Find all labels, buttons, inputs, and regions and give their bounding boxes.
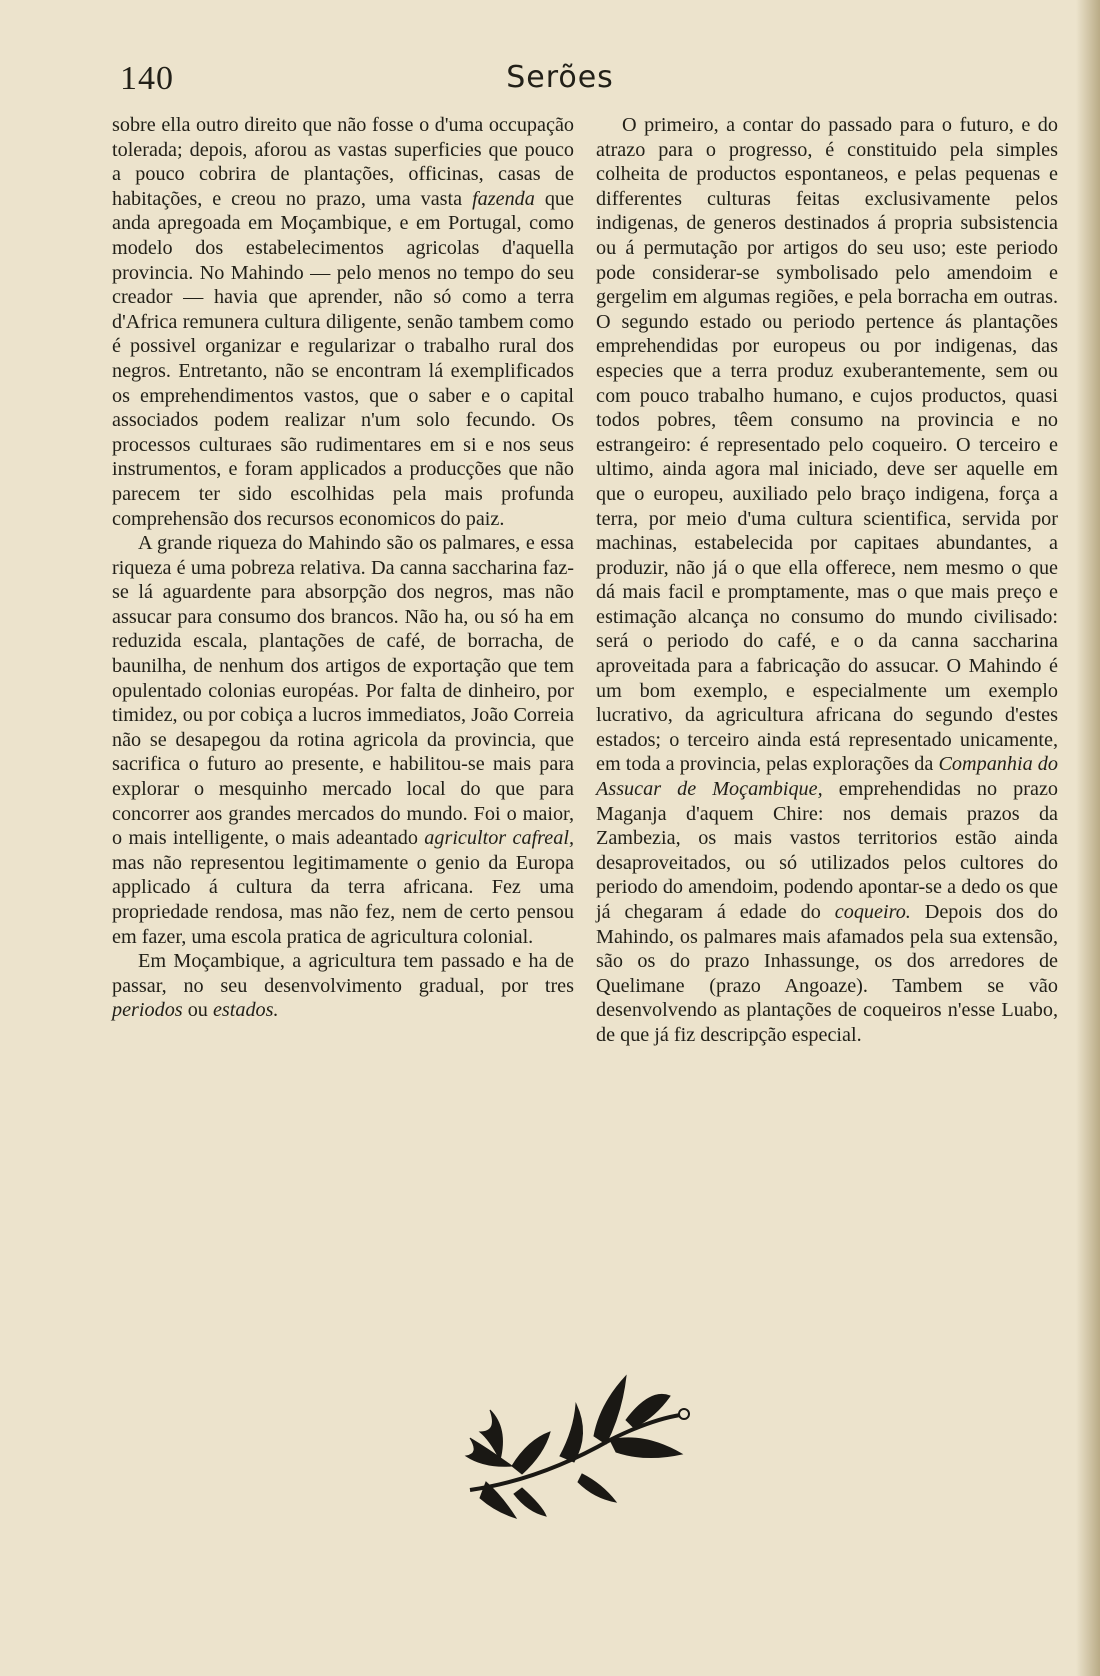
italic-term: fazenda <box>472 187 535 210</box>
right-paragraph-1 <box>596 113 1058 1048</box>
left-paragraph-1 <box>112 113 574 531</box>
text-run: mas não representou legitimamente o genio da Europa applicado á cultura da terra africana. Fez uma propriedade rendosa, mas não fez, nem de certo pensou em fazer, uma escola pratica de agricultura colonial. <box>112 851 574 948</box>
text-run: Depois dos do Mahindo, os palmares mais afamados pela sua extensão, são os do prazo Inhassunge, os dos arredores de Quelimane (prazo Angoaze). Tambem se vão desenvolvendo as plantações de coqueiros n'esse Luabo, de que já fiz descripção especial. <box>596 901 1058 1046</box>
italic-term: periodos <box>112 999 183 1022</box>
text-run: Em Moçambique, a agricultura tem passado e ha de passar, no seu desenvolvimento gradual, por tres <box>112 950 574 997</box>
text-run: sobre ella outro direito que não fosse o d'uma occupação tolerada; depois, aforou as vastas superficies que pouco a pouco cobrira de plantações, officinas, casas de habitações, e creou no prazo, uma vasta <box>112 114 574 210</box>
right-column <box>596 113 1058 1048</box>
italic-term: Companhia do Assucar de Moçambique, <box>596 753 1058 801</box>
left-paragraph-3 <box>112 949 574 1023</box>
page-number: 140 <box>120 60 174 97</box>
text-run: ou <box>182 999 213 1022</box>
italic-term: agricultor cafreal, <box>424 827 574 850</box>
running-title: Serões <box>506 60 614 95</box>
italic-term: coqueiro. <box>834 901 911 923</box>
left-paragraph-2 <box>112 531 574 949</box>
text-run: A grande riqueza do Mahindo são os palmares, e essa riqueza é uma pobreza relativa. Da canna saccharina faz-se lá aguardente para absorpção dos negros, mas não assucar para consumo dos brancos. Não ha, ou só ha em reduzida escala, plantações de café, de borracha, de baunilha, de nenhum dos artigos de exportação que tem opulentado colonias européas. Por falta de dinheiro, por timidez, ou por cobiça a lucros immediatos, João Correia não se desapegou da rotina agricola da provincia, que sacrifica o futuro ao presente, e habilitou-se mais para explorar o mesquinho mercado local do que para concorrer aos grandes mercados do mundo. Foi o maior, o mais intelligente, o mais adeantado <box>112 532 574 850</box>
italic-term: estados. <box>212 999 279 1022</box>
page-edge-shadow <box>1076 0 1100 1676</box>
text-run: emprehendidas no prazo Maganja d'aquem Chire: nos demais prazos da Zambezia, os mais vastos territorios estão ainda desaproveitados, ou só utilizados pelos cultores do periodo do amendoim, podendo apontar-se a dedo os que já chegaram á edade do <box>596 778 1058 923</box>
text-run: O primeiro, a contar do passado para o futuro, e do atrazo para o progresso, é constituido pela simples colheita de productos espontaneos, e pelas pequenas e differentes culturas feitas exclusivamente pelos indigenas, de generos destinados á propria subsistencia ou á permutação por artigos do seu uso; este periodo pode considerar-se symbolisado pelo amendoim e gergelim em algumas regiões, e pela borracha em outras. O segundo estado ou periodo pertence ás plantações emprehendidas por europeus ou por indigenas, das especies que a terra produz exuberantemente, sem ou com pouco trabalho humano, e cujos productos, quasi todos pobres, têem consumo na provincia e no estrangeiro: é representado pelo coqueiro. O terceiro e ultimo, ainda agora mal iniciado, deve ser aquelle em que o europeu, auxiliado pelo braço indigena, força a terra, por meio d'uma cultura scientifica, servida por machinas, estabelecida por capitaes abundantes, a produzir, não já o que ella offerece, nem mesmo o que dá mais facil e promptamente, mas o que mais preço e estimação alcança no consumo do mundo civilisado: será o periodo do café, e o da canna saccharina aproveitada para a fabricação do assucar. O Mahindo é um bom exemplo, e especialmente um exemplo lucrativo, da agricultura africana do segundo d'estes estados; o terceiro ainda está representado unicamente, em toda a provincia, pelas explorações da <box>596 114 1058 776</box>
left-column <box>112 113 574 1023</box>
page-header <box>120 60 1000 108</box>
text-run: que anda apregoada em Moçambique, e em Portugal, como modelo dos estabelecimentos agricolas d'aquella provincia. No Mahindo — pelo menos no tempo do seu creador — havia que aprender, não só como a terra d'Africa remunera cultura diligente, senão tambem como é possivel organizar e regularizar o trabalho rural dos negros. Entretanto, não se encontram lá exemplificados os emprehendimentos vastos, que o saber e o capital associados podem realizar n'um solo fecundo. Os processos culturaes são rudimentares em si e nos seus instrumentos, e foram applicados a producções que não parecem ter sido escolhidas pela mais profunda comprehensão dos recursos economicos do paiz. <box>112 187 574 530</box>
floral-branch-ornament-icon <box>450 1370 710 1520</box>
